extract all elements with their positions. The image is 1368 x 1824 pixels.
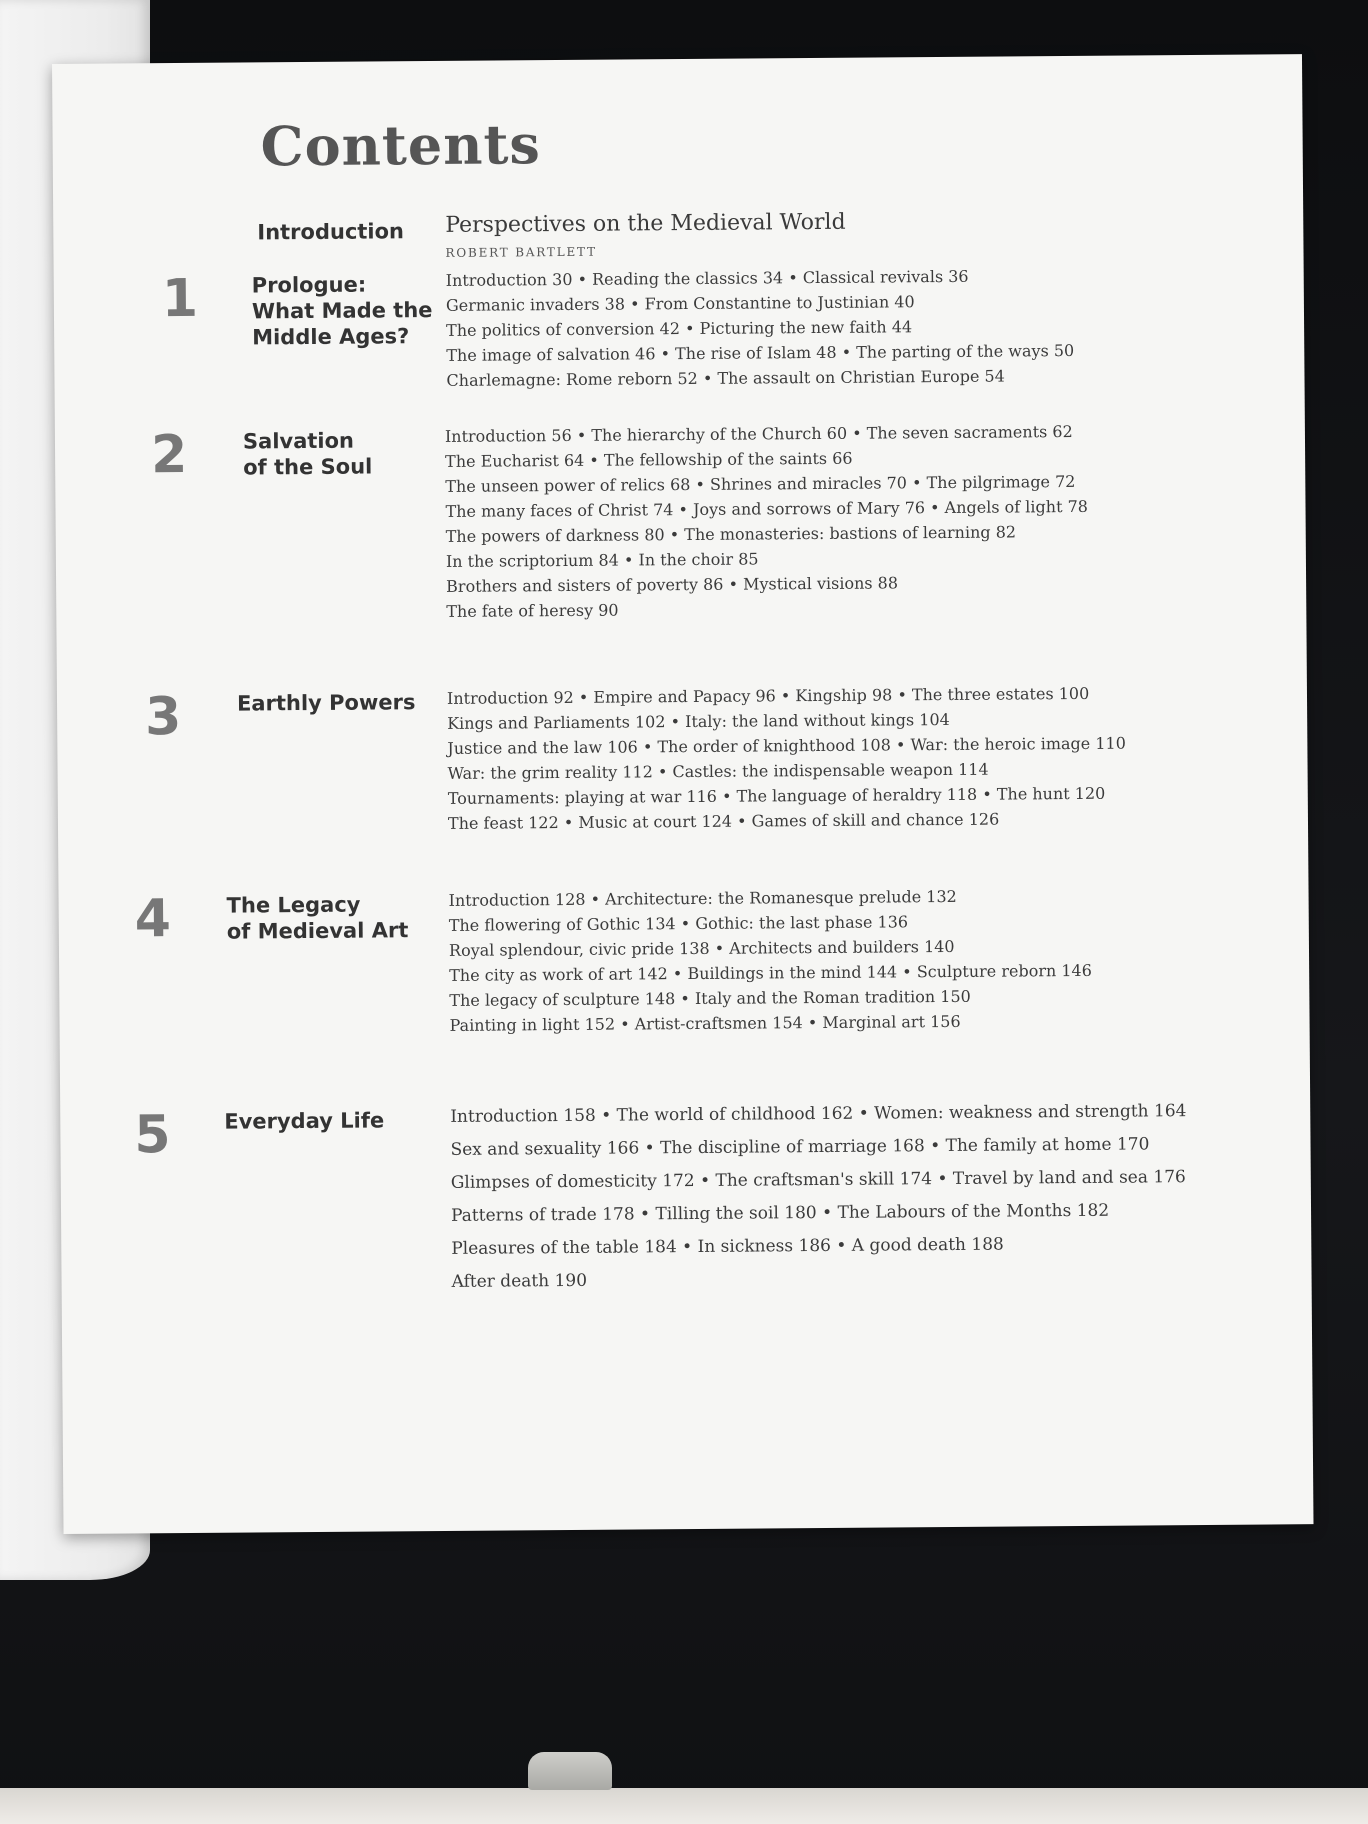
chapter-title: Everyday Life: [224, 1108, 385, 1134]
entry-line: Royal splendour, civic pride 138 • Architects and builders 140: [448, 936, 955, 960]
entry-line: Painting in light 152 • Artist-craftsmen 154 • Marginal art 156: [449, 1011, 961, 1035]
entry-line: The feast 122 • Music at court 124 • Games of skill and chance 126: [447, 809, 1000, 833]
chapter-number: 2: [150, 424, 188, 486]
entry-line: The politics of conversion 42 • Picturing the new faith 44: [446, 317, 913, 340]
chapter-entries: [449, 886, 1093, 1041]
entry-line: The fate of heresy 90: [446, 600, 619, 621]
binder-clip: [528, 1752, 612, 1790]
entry-line: Charlemagne: Rome reborn 52 • The assault on Christian Europe 54: [446, 366, 1005, 390]
chapter-4: [59, 884, 1309, 1035]
chapter-1: [54, 264, 1304, 390]
chapter-entries: [446, 266, 1075, 396]
chapter-number: 1: [161, 268, 199, 330]
chapter-title: Earthly Powers: [236, 690, 416, 716]
entry-line: Pleasures of the table 184 • In sickness 186 • A good death 188: [451, 1234, 1004, 1259]
contents-page: [52, 54, 1314, 1534]
entry-line: The Eucharist 64 • The fellowship of the saints 66: [445, 448, 853, 471]
entry-line: The image of salvation 46 • The rise of Islam 48 • The parting of the ways 50: [446, 340, 1075, 365]
chapter-title: Prologue: What Made the Middle Ages?: [251, 272, 433, 350]
chapter-title: The Legacy of Medieval Art: [226, 892, 409, 944]
chapter-title: Salvation of the Soul: [242, 428, 373, 480]
entry-line: Sex and sexuality 166 • The discipline of marriage 168 • The family at home 170: [450, 1134, 1150, 1160]
chapter-5: [60, 1100, 1310, 1292]
entry-line: In the scriptorium 84 • In the choir 85: [445, 549, 759, 571]
entry-line: Brothers and sisters of poverty 86 • Mystical visions 88: [446, 573, 899, 596]
introduction-author: ROBERT BARTLETT: [445, 244, 597, 260]
chapter-entries: [445, 422, 1089, 627]
chapter-number: 3: [144, 687, 182, 748]
chapter-entries: [447, 684, 1127, 839]
entry-line: The powers of darkness 80 • The monasteries: bastions of learning 82: [445, 522, 1017, 546]
introduction-title: Perspectives on the Medieval World: [445, 209, 846, 238]
entry-line: Introduction 56 • The hierarchy of the Church 60 • The seven sacraments 62: [444, 421, 1073, 446]
entry-line: Tournaments: playing at war 116 • The language of heraldry 118 • The hunt 120: [447, 783, 1106, 808]
page-title: Contents: [260, 112, 542, 179]
entry-line: Glimpses of domesticity 172 • The craftsman's skill 174 • Travel by land and sea 176: [450, 1167, 1186, 1193]
entry-line: War: the grim reality 112 • Castles: the indispensable weapon 114: [447, 759, 989, 783]
entry-line: After death 190: [451, 1270, 588, 1292]
entry-line: The legacy of sculpture 148 • Italy and the Roman tradition 150: [449, 986, 971, 1010]
entry-line: The city as work of art 142 • Buildings in the mind 144 • Sculpture reborn 146: [449, 960, 1092, 985]
entry-line: The unseen power of relics 68 • Shrines and miracles 70 • The pilgrimage 72: [445, 471, 1076, 496]
introduction-label: Introduction: [257, 219, 405, 245]
chapter-number: 5: [134, 1105, 171, 1166]
chapter-number: 4: [134, 889, 172, 950]
entry-line: Introduction 30 • Reading the classics 34 • Classical revivals 36: [445, 266, 969, 290]
entry-line: Introduction 128 • Architecture: the Romanesque prelude 132: [448, 886, 957, 910]
table-surface: [0, 1788, 1368, 1824]
entry-line: Kings and Parliaments 102 • Italy: the land without kings 104: [447, 709, 950, 733]
chapter-entries: [450, 1101, 1188, 1305]
entry-line: Introduction 92 • Empire and Papacy 96 • Kingship 98 • The three estates 100: [446, 683, 1090, 708]
chapter-3: [57, 682, 1307, 833]
entry-line: Germanic invaders 38 • From Constantine to Justinian 40: [445, 292, 915, 315]
entry-line: Introduction 158 • The world of childhood 162 • Women: weakness and strength 164: [450, 1101, 1187, 1127]
entry-line: Patterns of trade 178 • Tilling the soil 180 • The Labours of the Months 182: [450, 1200, 1110, 1226]
entry-line: The flowering of Gothic 134 • Gothic: the last phase 136: [448, 912, 909, 935]
entry-line: Justice and the law 106 • The order of knighthood 108 • War: the heroic image 110: [447, 733, 1126, 758]
entry-line: The many faces of Christ 74 • Joys and sorrows of Mary 76 • Angels of light 78: [445, 496, 1089, 521]
chapter-2: [55, 420, 1305, 621]
